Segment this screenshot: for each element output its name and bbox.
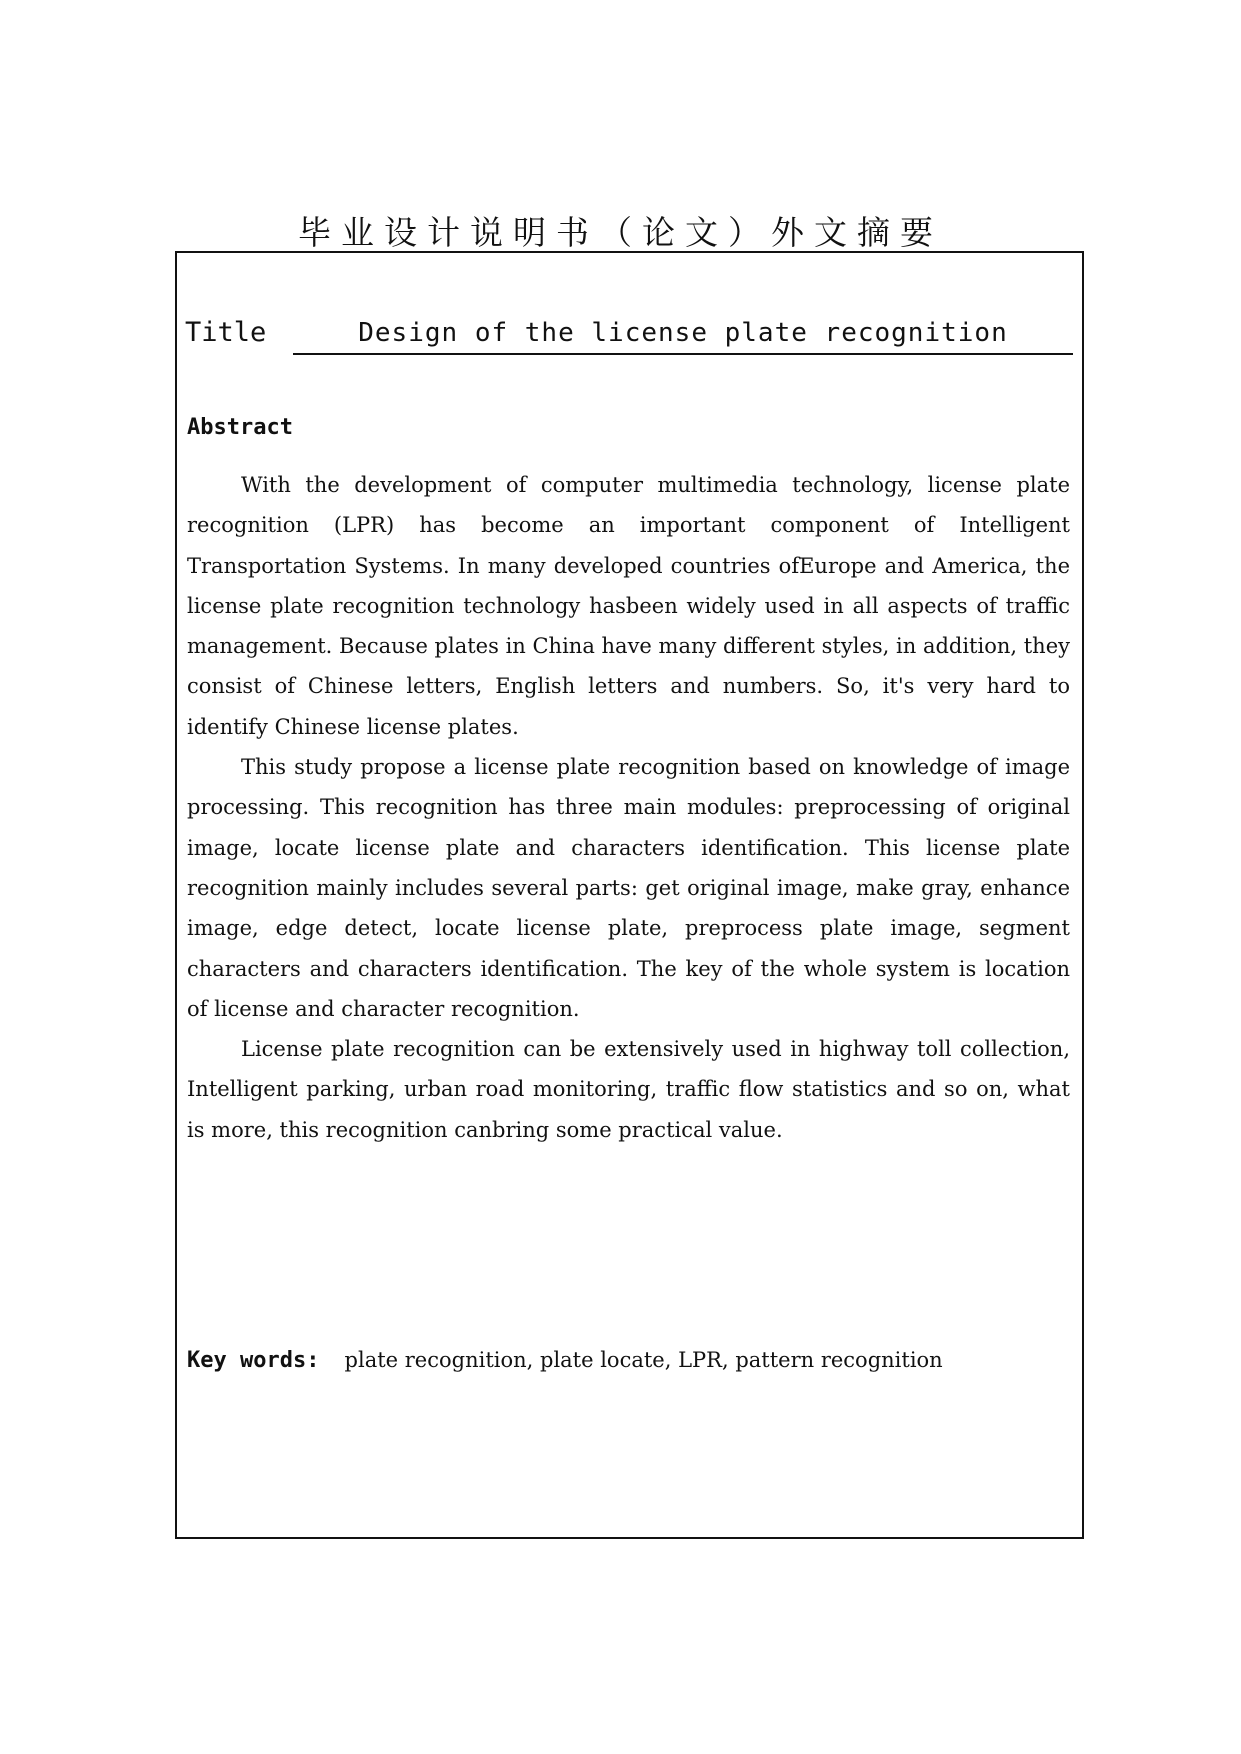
abstract-paragraph-3: License plate recognition can be extensively used in highway toll collection, Intelligent parking, urban road monitoring, traffic flow statistics and so on, what is more, this recognition canbring some practical value. xyxy=(187,1037,1070,1142)
abstract-paragraph-1: With the development of computer multimedia technology, license plate recognition (LPR) has become an important component of Intelligent Transportation Systems. In many developed countries ofEurope and America, the license plate recognition technology hasbeen widely used in all aspects of traffic management. Because plates in China have many different styles, in addition, they consist of Chinese letters, English letters and numbers. So, it's very hard to identify Chinese license plates. xyxy=(187,473,1070,739)
abstract-form-frame xyxy=(175,251,1084,1539)
keywords-row xyxy=(187,1340,1070,1382)
title-value: Design of the license plate recognition xyxy=(293,313,1073,355)
abstract-body xyxy=(187,465,1070,1150)
page-title: 毕业设计说明书（论文）外文摘要 xyxy=(298,213,943,252)
keywords-label: Key words: xyxy=(187,1348,320,1373)
title-row xyxy=(185,313,1077,353)
title-label: Title xyxy=(185,317,267,348)
abstract-paragraph-2: This study propose a license plate recognition based on knowledge of image processing. This recognition has three main modules: preprocessing of original image, locate license plate and characters identification. This license plate recognition mainly includes several parts: get original image, make gray, enhance image, edge detect, locate license plate, preprocess plate image, segment characters and characters identification. The key of the whole system is location of license and character recognition. xyxy=(187,755,1070,1021)
keywords-value: plate recognition, plate locate, LPR, pattern recognition xyxy=(344,1348,943,1372)
abstract-label: Abstract xyxy=(187,415,293,440)
